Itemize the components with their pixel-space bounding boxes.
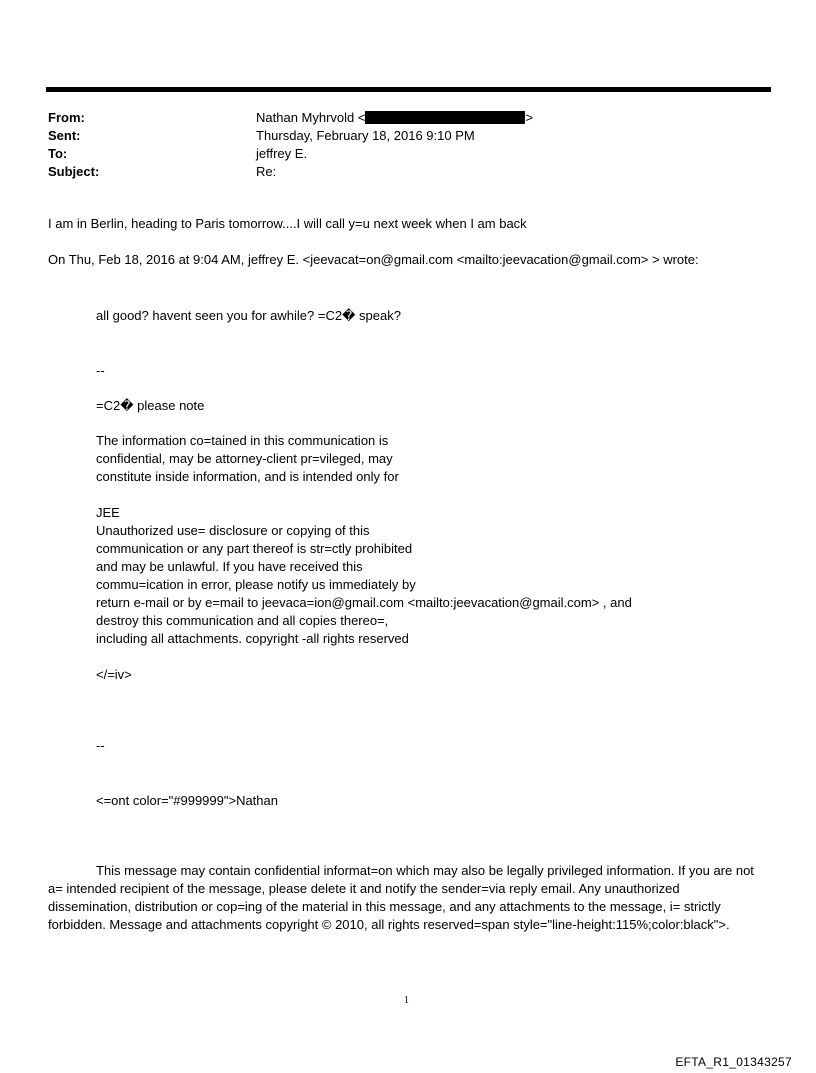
- body-line-1: I am in Berlin, heading to Paris tomorrow....I will call y=u next week when I am back: [48, 216, 527, 231]
- confidential-line-4: JEE: [96, 505, 120, 520]
- to-value: jeffrey E.: [256, 146, 308, 161]
- bates-number: EFTA_R1_01343257: [675, 1055, 792, 1069]
- confidential-line-3: constitute inside information, and is intended only for: [96, 469, 399, 484]
- header-rule: [46, 87, 771, 92]
- font-tag-text: <=ont color="#999999">Nathan: [96, 793, 278, 808]
- confidential-line-11: including all attachments. copyright -all rights reserved: [96, 631, 409, 646]
- confidential-line-7: and may be unlawful. If you have received this: [96, 559, 363, 574]
- disclaimer-text: This message may contain confidential informat=on which may also be legally privileged information. If you are not a= intended recipient of the message, please delete it and notify the sender=via reply email. Any unauthorized dissemination, distribution or cop=ing of the material in this message, and any attachments to the message, i= strictly forbidden. Message and attachments copyright © 2010, all rights reserved=span style="line-height:115%;color:black">.: [48, 863, 754, 932]
- confidential-line-1: The information co=tained in this communication is: [96, 433, 389, 448]
- sent-label: Sent:: [48, 128, 81, 143]
- page-number: 1: [404, 995, 409, 1006]
- from-label: From:: [48, 110, 85, 125]
- div-tag-text: </=iv>: [96, 667, 132, 682]
- signature-separator: --: [96, 363, 105, 378]
- please-note: =C2� please note: [96, 398, 205, 413]
- confidential-line-5: Unauthorized use= disclosure or copying of this: [96, 523, 370, 538]
- from-end: >: [525, 110, 534, 125]
- confidential-line-9: return e-mail or by e=mail to jeevaca=ion@gmail.com <mailto:jeevacation@gmail.com> , and: [96, 595, 632, 610]
- redaction-box: [365, 111, 525, 124]
- confidential-line-10: destroy this communication and all copies thereo=,: [96, 613, 389, 628]
- from-value: [256, 109, 533, 127]
- quote-intro: On Thu, Feb 18, 2016 at 9:04 AM, jeffrey E. <jeevacat=on@gmail.com <mailto:jeevacation@gmail.com> > wrote:: [48, 252, 699, 267]
- disclaimer-paragraph: [48, 862, 764, 934]
- to-label: To:: [48, 146, 68, 161]
- subject-value: Re:: [256, 164, 277, 179]
- confidential-line-8: commu=ication in error, please notify us immediately by: [96, 577, 416, 592]
- sent-value: Thursday, February 18, 2016 9:10 PM: [256, 128, 475, 143]
- from-name: Nathan Myhrvold <: [256, 110, 366, 125]
- confidential-line-6: communication or any part thereof is str=ctly prohibited: [96, 541, 413, 556]
- subject-label: Subject:: [48, 164, 100, 179]
- confidential-line-2: confidential, may be attorney-client pr=vileged, may: [96, 451, 393, 466]
- signature-separator-2: --: [96, 738, 105, 753]
- quoted-message: all good? havent seen you for awhile? =C2� speak?: [96, 308, 401, 323]
